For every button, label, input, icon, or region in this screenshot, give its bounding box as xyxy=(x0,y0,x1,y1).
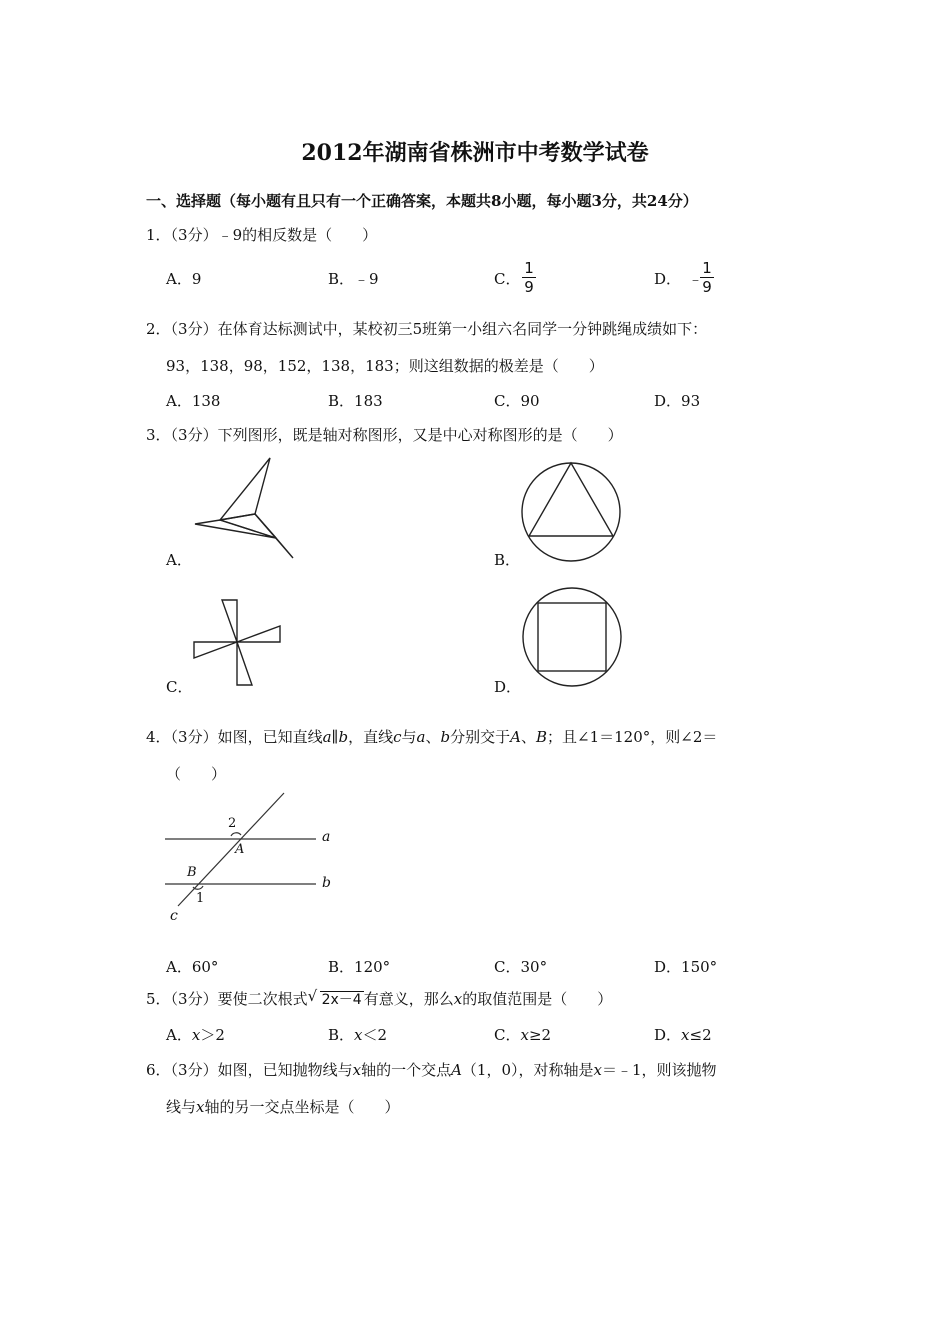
q2-option-d: D．93 xyxy=(654,392,701,410)
q4-option-b: B．120° xyxy=(328,958,391,976)
q4-point-b: B xyxy=(535,728,548,746)
q4-fig-label-b: b xyxy=(322,875,331,891)
q4-fig-label-c: c xyxy=(170,908,178,924)
fraction-numerator: 1 xyxy=(524,259,534,277)
q3-option-a: A． xyxy=(166,551,192,569)
q4-stem-pre: 4．（3分）如图，已知直线 xyxy=(146,728,323,746)
q6-eq: ＝﹣1，则该抛物 xyxy=(601,1061,717,1079)
q4-option-d: D．150° xyxy=(654,958,718,976)
q6-var: x xyxy=(352,1061,362,1079)
q6-stem-mid2: （1，0），对称轴是 xyxy=(461,1061,594,1079)
q6-point: A xyxy=(451,1061,462,1079)
question-6-stem-line2 xyxy=(166,1096,400,1117)
question-3-stem: 3．（3分）下列图形，既是轴对称图形，又是中心对称图形的是（ ） xyxy=(146,426,623,444)
q3-option-c: C． xyxy=(166,678,193,696)
question-4-stem-line2: （ ） xyxy=(166,765,227,783)
q6-stem2-pre: 线与 xyxy=(166,1098,197,1116)
q5-option-b: B．x＜2 xyxy=(328,1026,388,1044)
q6-stem-pre: 6．（3分）如图，已知抛物线与 xyxy=(146,1061,353,1079)
q5-radical: √ 2x－4 xyxy=(307,987,362,1008)
page-title: 2012年湖南省株洲市中考数学试卷 xyxy=(301,140,649,166)
q4-fig-label-a: a xyxy=(322,829,331,845)
fraction-denominator: 9 xyxy=(524,278,534,296)
q4-sep: 、 xyxy=(425,728,441,746)
q6-stem-mid1: 轴的一个交点 xyxy=(361,1061,452,1079)
q5-radicand: 2x－4 xyxy=(321,992,362,1008)
q5-stem-mid: 有意义，那么 xyxy=(363,990,454,1008)
q2-option-b: B．183 xyxy=(328,392,383,410)
q1-option-a: A．9 xyxy=(166,270,202,288)
q4-fig-label-A: A xyxy=(235,842,245,857)
section-heading: 一、选择题（每小题有且只有一个正确答案，本题共8小题，每小题3分，共24分） xyxy=(146,192,698,210)
q5-stem-post: 的取值范围是（ ） xyxy=(462,990,613,1008)
q4-fig-label-1: 1 xyxy=(196,891,205,906)
q5-option-a: A．x＞2 xyxy=(166,1026,225,1044)
q4-stem-mid1: ，直线 xyxy=(348,728,394,746)
fraction-numerator: 1 xyxy=(702,259,712,277)
q2-option-c: C．90 xyxy=(494,392,540,410)
q4-stem-mid2: 与 xyxy=(401,728,417,746)
q4-line-b2: b xyxy=(440,728,451,746)
q2-option-a: A．138 xyxy=(166,392,221,410)
q4-option-c: C．30° xyxy=(494,958,548,976)
q4-parallel: ∥ xyxy=(331,728,339,746)
q5-var: x xyxy=(453,990,463,1008)
q1-option-c-label: C． xyxy=(494,270,521,288)
fraction-denominator: 9 xyxy=(702,278,712,296)
q4-option-a: A．60° xyxy=(166,958,219,976)
q6-var-eq: x xyxy=(593,1061,602,1079)
q1-option-d-label: D． xyxy=(654,270,682,288)
q4-line-c: c xyxy=(393,728,402,746)
q6-var2: x xyxy=(196,1098,205,1116)
q4-line-a: a xyxy=(322,728,332,746)
q4-line-b: b xyxy=(338,728,349,746)
q4-point-a: A xyxy=(510,728,521,746)
q5-option-c: C．x≥2 xyxy=(494,1026,552,1044)
q5-option-d: D．x≤2 xyxy=(654,1026,712,1044)
question-2-stem-line2: 93，138，98，152，138，183；则这组数据的极差是（ ） xyxy=(166,357,604,375)
question-6-stem-line1 xyxy=(146,1059,717,1080)
q3-option-b: B． xyxy=(494,551,521,569)
question-5-stem xyxy=(146,988,612,1009)
question-2-stem-line1: 2．（3分）在体育达标测试中，某校初三5班第一小组六名同学一分钟跳绳成绩如下： xyxy=(146,320,708,338)
question-1-stem: 1．（3分）﹣9的相反数是（ ） xyxy=(146,226,378,244)
q3-option-d: D． xyxy=(494,678,522,696)
q4-fig-label-B: B xyxy=(187,865,197,880)
q1-option-b: B．﹣9 xyxy=(328,270,379,288)
q4-sep2: 、 xyxy=(520,728,536,746)
q5-stem-pre: 5．（3分）要使二次根式 xyxy=(146,990,308,1008)
q4-stem-mid3: 分别交于 xyxy=(450,728,511,746)
q4-line-a2: a xyxy=(416,728,426,746)
q4-fig-label-2: 2 xyxy=(228,816,237,831)
q4-stem-post: ；且∠1＝120°，则∠2＝ xyxy=(547,728,718,746)
q1-option-d-sign: ﹣ xyxy=(688,270,704,288)
q6-stem2-post: 轴的另一交点坐标是（ ） xyxy=(204,1098,400,1116)
